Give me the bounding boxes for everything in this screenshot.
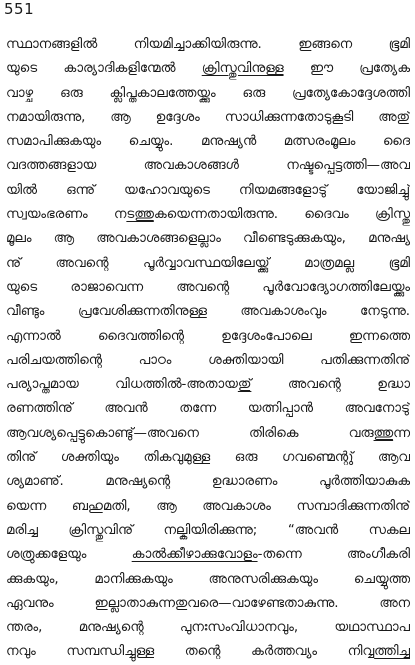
text-segment: നമായിരുന്നു, ആ ഉദ്ദേശം സാധിക്കുന്നതോടുകൂടി അതു്: [6, 109, 410, 125]
text-segment: മൂലം ആ അവകാശങ്ങളെല്ലാം വീണ്ടെടുക്കുകയും, മനുഷ്യ: [6, 231, 410, 247]
text-line: [6, 446, 410, 470]
text-line: [6, 422, 410, 446]
text-segment: എന്നാൽ ദൈവത്തിന്റെ ഉദ്ദേശംപോലെ ഇന്നത്തെ: [6, 328, 410, 344]
text-line: [6, 57, 410, 81]
text-line: [6, 154, 410, 178]
text-line: [6, 179, 410, 203]
text-segment: ന്തരം, മനുഷ്യന്റെ പുനഃസംവിധാനവും, യഥാസ്ഥാപ: [6, 620, 410, 636]
text-segment: യിൽ ഒന്നു് യഹോവയുടെ നിയമങ്ങളോടു് യോജിച്ചു്: [6, 182, 410, 198]
text-segment: അവന്റെ ഉദ്ധാ: [251, 377, 410, 393]
text-segment: വദത്തങ്ങളായ അവകാശങ്ങൾ നഷ്ടപ്പെട്ടത്തി—അവ: [6, 158, 410, 174]
text-line: [6, 640, 410, 664]
text-segment: സമാപിക്കുകയും ചെയ്യും. മനുഷ്യൻ മത്സരംമൂലം ദൈ: [6, 134, 410, 150]
text-segment: ശത്രുക്കളേയും: [6, 547, 132, 563]
text-segment: നു് അവന്റെ പൂർവ്വാവസ്ഥയിലേയ്ക്കു് മാത്രമല്ല ഭൂമി: [6, 255, 410, 271]
text-segment: രണത്തിനു് അവൻ തന്നേ യത്നിപ്പാൻ അവനോടു്: [6, 401, 410, 417]
underlined-text: തു്: [237, 377, 252, 393]
text-segment: യുടെ രാജാവെന്ന അവന്റെ പൂർവോദ്യോഗത്തിലേയ്ക്കും: [6, 279, 410, 295]
text-segment: സ്ഥാനങ്ങളിൽ നിയമിച്ചാക്കിയിരുന്നു. ഇങ്ങനെ ഭൂമി: [6, 37, 410, 52]
text-line: [6, 568, 410, 592]
text-segment: പരിചയത്തിന്റെ പാഠം ശക്തിയായി പതിക്കുന്നതിനു്: [6, 352, 410, 368]
text-line: [6, 82, 410, 106]
text-line: [6, 33, 410, 57]
text-line: [6, 495, 410, 519]
underlined-text: ടത്തു: [126, 207, 154, 223]
page-number: 551: [4, 0, 35, 18]
text-segment: ന്ന: [393, 425, 410, 441]
text-segment: പര്യാപ്തമായ വിധത്തിൽ-അതായ: [6, 377, 238, 393]
text-segment: ശ്യമാണു്. മനുഷ്യന്റെ ഉദ്ധാരണം പൂർത്തിയാകുക: [6, 474, 410, 490]
text-line: [6, 325, 410, 349]
text-line: [6, 543, 410, 567]
text-segment: സ്വയംഭരണം ന: [6, 207, 127, 223]
text-segment: ആവശ്യപ്പെട്ടുകൊണ്ടു്—അവനെ തിരികെ വരു: [6, 425, 374, 441]
text-segment: വീണ്ടും പ്രവേശിക്കുന്നതിനുള്ള അവകാശംവും നേടുന്നു.: [6, 304, 410, 320]
text-line: [6, 397, 410, 421]
text-line: [6, 519, 410, 543]
text-line: [6, 470, 410, 494]
text-segment: -തന്നെ അംഗീകരി: [257, 547, 410, 563]
text-line: [6, 106, 410, 130]
text-line: [6, 227, 410, 251]
text-line: [6, 203, 410, 227]
text-segment: ക്കുകയും, മാനിക്കുകയും അനുസരിക്കുകയും ചെയ്യുത്ത: [6, 571, 410, 587]
text-line: [6, 130, 410, 154]
text-segment: മരിച്ച ക്രിസ്തുവിനു് നല്കിയിരിക്കുന്നു; “അവൻ സകല: [6, 522, 410, 538]
underlined-text: ത്തിച്ച: [374, 644, 410, 660]
text-line: [6, 252, 410, 276]
text-segment: യെന്ന ബഹുമതി, ആ അവകാശം സമ്പാദിക്കുന്നതിനു്: [6, 498, 410, 514]
text-line: [6, 349, 410, 373]
text-segment: തിനു് ശക്തിയും തികവുമുള്ള ഒരു ഗവണ്മെന്റു് ആവ: [6, 450, 410, 466]
text-segment: വാഴ്ച ഒരു ക്ലിപ്തകാലത്തേയ്ക്കും ഒരു പ്രത്യേകോദ്ദേശത്തി: [6, 85, 410, 101]
underlined-text: ക്രിസ്തുവിനുള്ള: [201, 61, 284, 77]
text-line: [6, 276, 410, 300]
body-text: [6, 33, 410, 665]
text-segment: കയെന്നതായിരുന്നു. ദൈവം ക്രിസ്തു: [153, 207, 410, 223]
underlined-text: ത്തു: [373, 425, 394, 441]
text-line: [6, 300, 410, 324]
text-line: [6, 616, 410, 640]
text-segment: ഏവനും ഇല്ലാതാകുന്നതുവരെ—വാഴേണ്ടതാകുന്നു. അന: [6, 595, 410, 611]
text-line: [6, 592, 410, 616]
text-line: [6, 373, 410, 397]
text-segment: നവും സമ്പന്ധിച്ചുള്ള തന്റെ കർത്തവ്യം നിവ്വ: [6, 644, 375, 660]
underlined-text: കാൽക്കീഴാക്കുവോളം: [131, 547, 258, 563]
text-segment: യുടെ കാര്യാദികളിന്മേൽ: [6, 61, 202, 77]
text-segment: ഈ പ്രത്യേക: [283, 61, 410, 77]
